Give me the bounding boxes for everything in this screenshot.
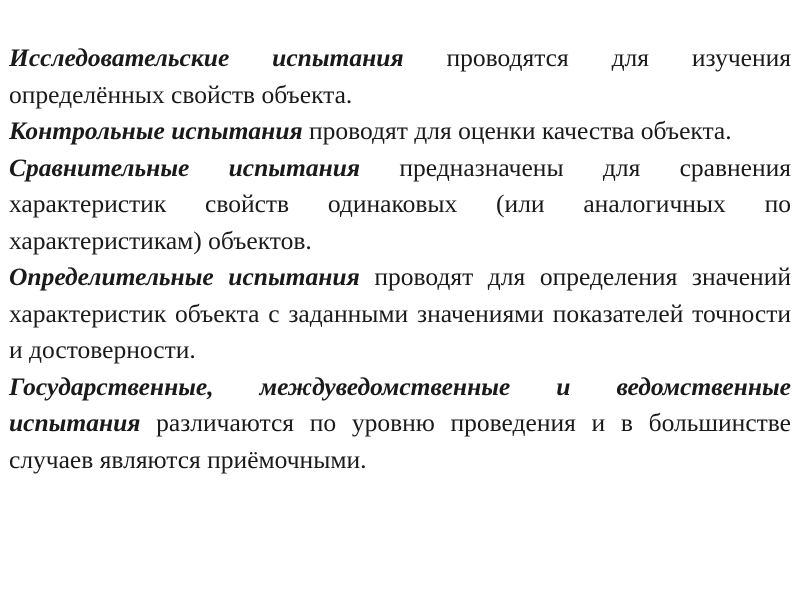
paragraph-determinative-tests: [9, 259, 791, 369]
term-state-tests: Государственные, междуведомственные и ведомственные испытания: [9, 371, 791, 437]
term-determinative-tests: Определительные испытания: [9, 262, 360, 291]
term-comparative-tests: Сравнительные испытания: [9, 152, 361, 182]
term-research-tests: Исследовательские испытания: [9, 43, 404, 72]
paragraph-comparative-tests: [9, 150, 791, 260]
definition-determinative-tests: проводят для определения значений характеристик объекта с заданными значениями показателей точности и достоверности.: [9, 262, 791, 364]
paragraph-state-tests: [9, 369, 791, 479]
slide-text-body: [9, 40, 791, 478]
definition-state-tests: различаются по уровню проведения и в большинстве случаев являются приёмочными.: [9, 408, 791, 474]
paragraph-control-tests: [9, 113, 791, 150]
definition-comparative-tests: предназначены для сравнения характеристик свойств одинаковых (или аналогичных по характеристикам) объектов.: [9, 152, 791, 255]
paragraph-research-tests: [9, 40, 791, 113]
term-control-tests: Контрольные испытания: [9, 116, 303, 145]
definition-research-tests: проводятся для изучения определённых свойств объекта.: [9, 43, 791, 109]
definition-control-tests: проводят для оценки качества объекта.: [302, 116, 732, 145]
